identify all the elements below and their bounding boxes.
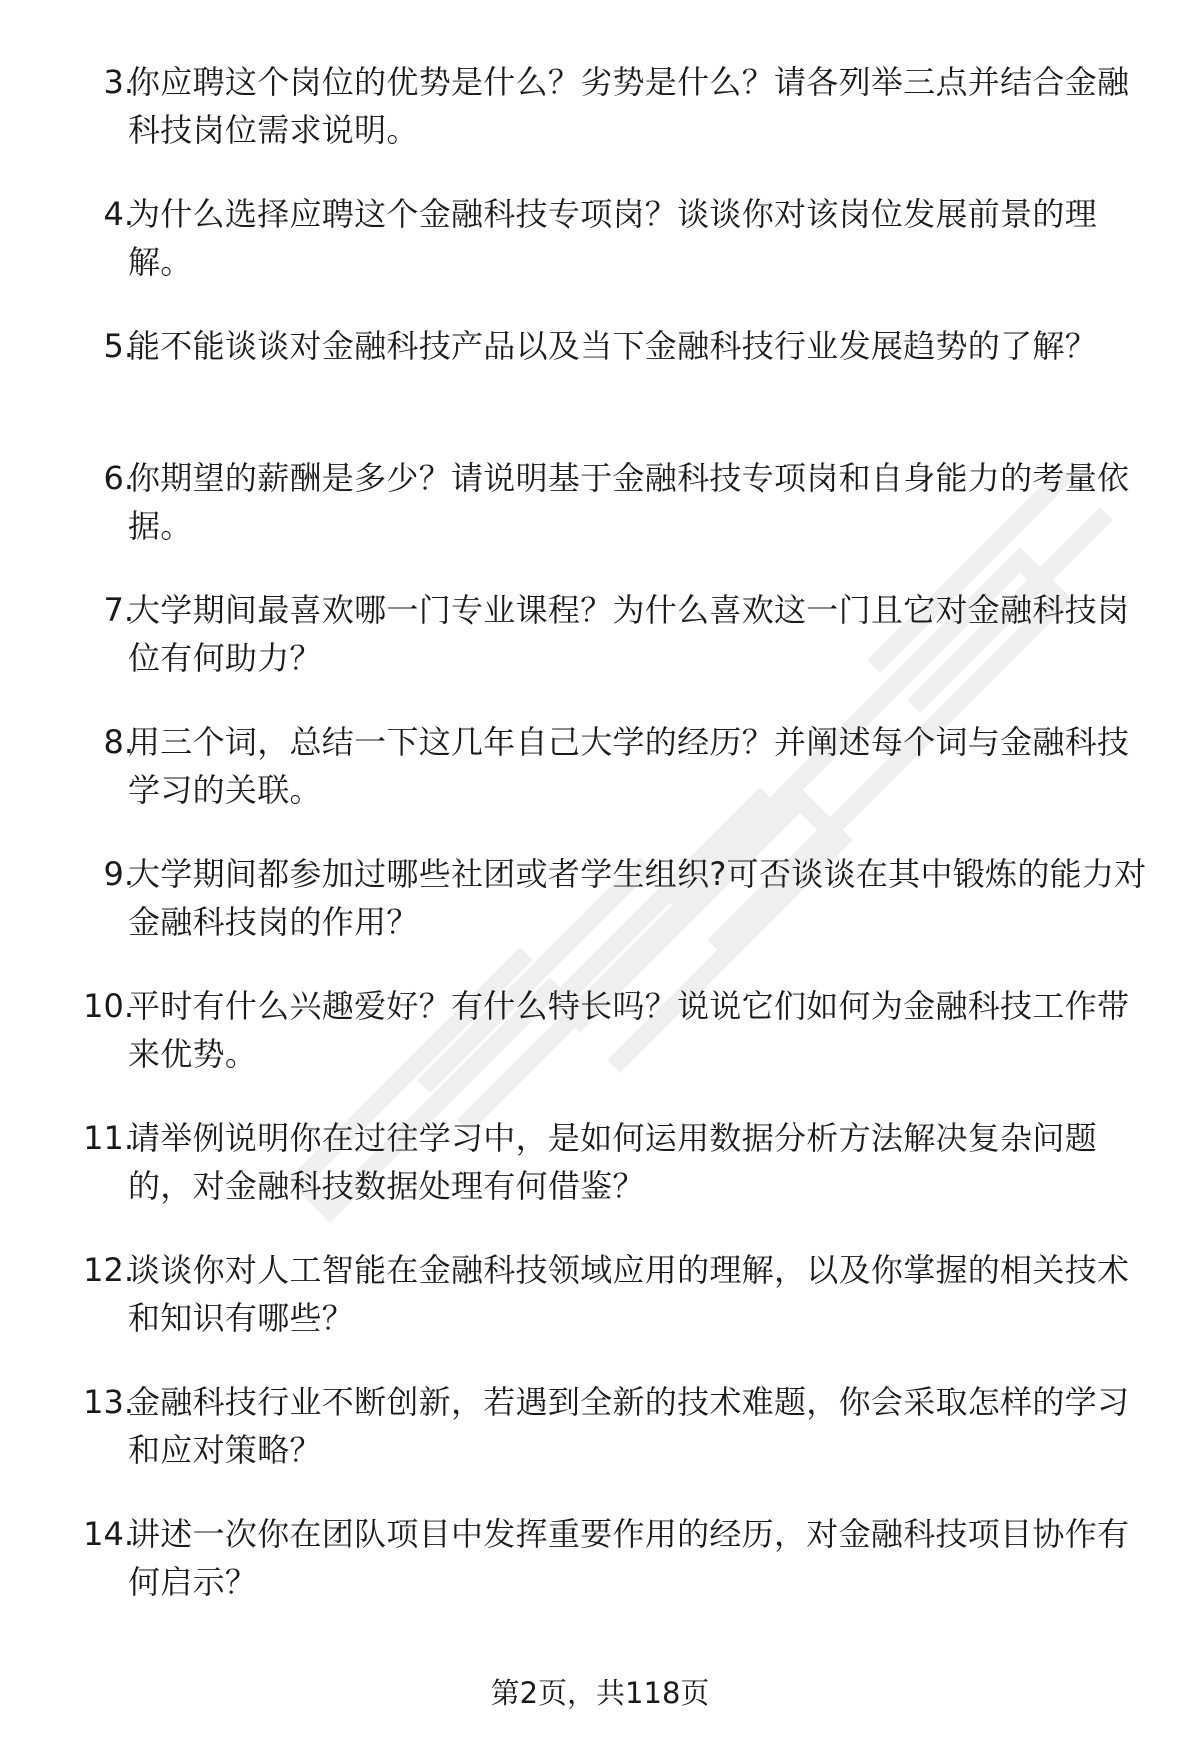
question-item <box>0 850 1200 982</box>
question-item <box>0 1114 1200 1246</box>
question-item <box>0 322 1200 454</box>
question-item <box>0 718 1200 850</box>
question-text: 大学期间最喜欢哪一门专业课程？为什么喜欢这一门且它对金融科技岗位有何助力？ <box>128 591 1130 677</box>
question-item <box>0 982 1200 1114</box>
question-number: 3. <box>103 63 134 101</box>
question-text: 金融科技行业不断创新，若遇到全新的技术难题，你会采取怎样的学习和应对策略？ <box>128 1383 1130 1469</box>
question-item <box>0 586 1200 718</box>
question-text: 你应聘这个岗位的优势是什么？劣势是什么？请各列举三点并结合金融科技岗位需求说明。 <box>128 63 1130 149</box>
question-number: 12. <box>83 1251 134 1289</box>
question-text: 谈谈你对人工智能在金融科技领域应用的理解，以及你掌握的相关技术和知识有哪些？ <box>128 1251 1130 1337</box>
question-text: 用三个词，总结一下这几年自己大学的经历？并阐述每个词与金融科技学习的关联。 <box>128 723 1130 809</box>
question-item <box>0 1510 1200 1642</box>
question-item <box>0 58 1200 190</box>
question-text: 请举例说明你在过往学习中，是如何运用数据分析方法解决复杂问题的，对金融科技数据处理有何借鉴？ <box>128 1119 1098 1205</box>
question-number: 11. <box>83 1119 134 1157</box>
question-text: 讲述一次你在团队项目中发挥重要作用的经历，对金融科技项目协作有何启示？ <box>128 1515 1130 1601</box>
question-text: 平时有什么兴趣爱好？有什么特长吗？说说它们如何为金融科技工作带来优势。 <box>128 987 1130 1073</box>
question-number: 13. <box>83 1383 134 1421</box>
question-number: 10. <box>83 987 134 1025</box>
question-number: 5. <box>103 327 134 365</box>
question-text: 大学期间都参加过哪些社团或者学生组织?可否谈谈在其中锻炼的能力对金融科技岗的作用？ <box>128 855 1147 941</box>
question-item <box>0 454 1200 586</box>
question-item <box>0 1246 1200 1378</box>
question-text: 为什么选择应聘这个金融科技专项岗？谈谈你对该岗位发展前景的理解。 <box>128 195 1098 281</box>
question-number: 7. <box>103 591 134 629</box>
question-text: 能不能谈谈对金融科技产品以及当下金融科技行业发展趋势的了解？ <box>128 327 1098 365</box>
question-list <box>0 58 1200 1642</box>
question-item <box>0 190 1200 322</box>
question-item <box>0 1378 1200 1510</box>
question-number: 6. <box>103 459 134 497</box>
question-text: 你期望的薪酬是多少？请说明基于金融科技专项岗和自身能力的考量依据。 <box>128 459 1130 545</box>
question-number: 14. <box>83 1515 134 1553</box>
question-number: 4. <box>103 195 134 233</box>
question-number: 8. <box>103 723 134 761</box>
question-number: 9. <box>103 855 134 893</box>
page-footer: 第2页，共118页 <box>490 1676 710 1710</box>
